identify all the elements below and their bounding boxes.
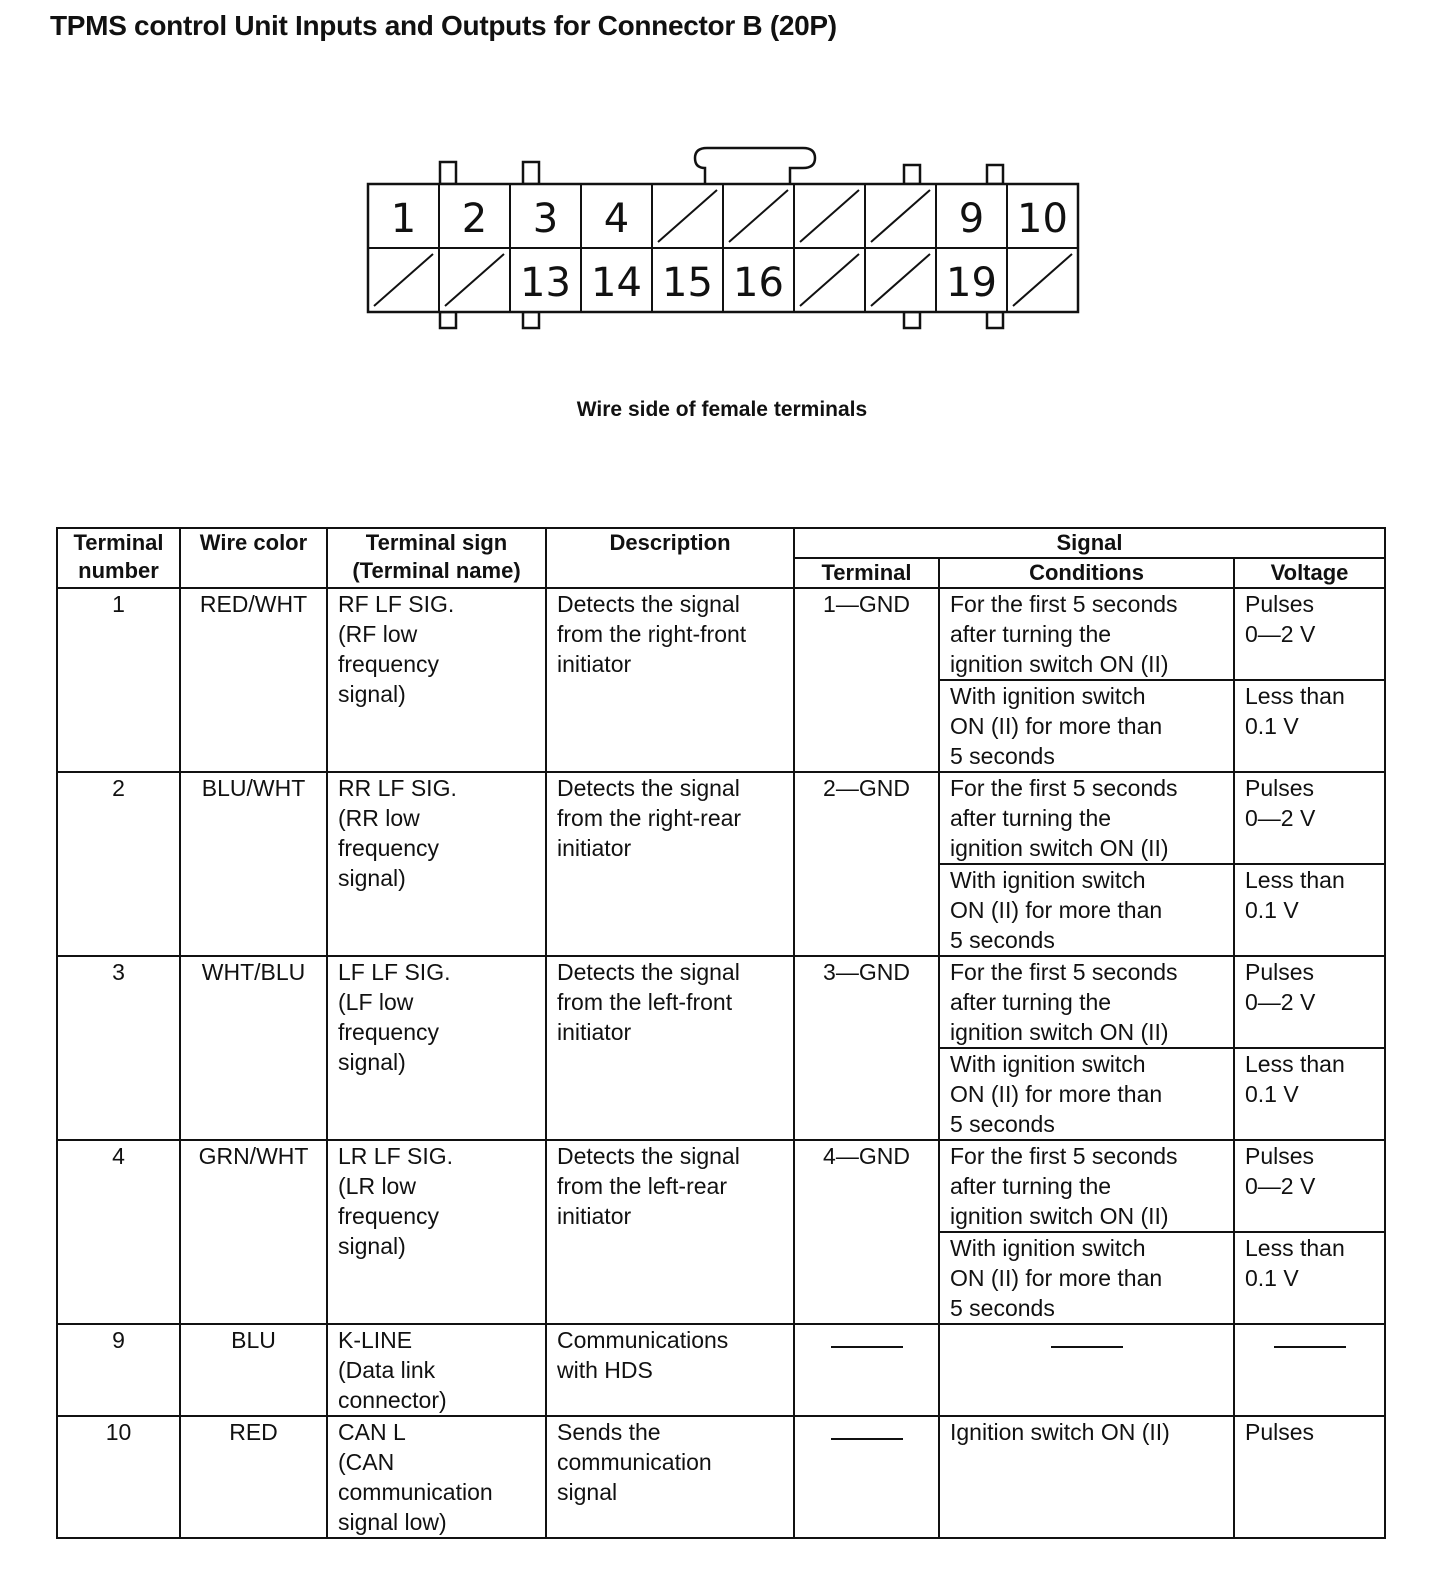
terminal-number-label: 2: [461, 196, 488, 242]
wire-color-cell: RED: [180, 1416, 327, 1538]
wire-color-cell: WHT/BLU: [180, 956, 327, 1140]
terminal-number-label: 3: [532, 196, 559, 242]
condition-cell: With ignition switch ON (II) for more than 5 seconds: [939, 864, 1234, 956]
header-conditions: Conditions: [939, 558, 1234, 588]
voltage-cell: Pulses 0—2 V: [1234, 956, 1385, 1048]
terminal-number-label: 13: [520, 260, 571, 306]
voltage-cell: Less than 0.1 V: [1234, 680, 1385, 772]
wire-color-cell: BLU/WHT: [180, 772, 327, 956]
connector-tab: [987, 312, 1003, 328]
condition-cell: With ignition switch ON (II) for more than 5 seconds: [939, 1232, 1234, 1324]
voltage-cell: Pulses 0—2 V: [1234, 772, 1385, 864]
condition-cell: For the first 5 seconds after turning the ignition switch ON (II): [939, 588, 1234, 680]
terminal-sign-cell: LF LF SIG. (LF low frequency signal): [327, 956, 546, 1140]
table-row: [57, 1140, 1385, 1232]
terminal-sign-cell: LR LF SIG. (LR low frequency signal): [327, 1140, 546, 1324]
wire-color-cell: RED/WHT: [180, 588, 327, 772]
terminal-number-cell: 10: [57, 1416, 180, 1538]
table-row: [57, 956, 1385, 1048]
connector-tab: [987, 165, 1003, 184]
connector-tab: [440, 312, 456, 328]
connector-tab: [904, 165, 920, 184]
signal-terminal-cell: 4—GND: [794, 1140, 939, 1324]
voltage-cell: Pulses 0—2 V: [1234, 1140, 1385, 1232]
signal-terminal-cell: 2—GND: [794, 772, 939, 956]
condition-cell: With ignition switch ON (II) for more than 5 seconds: [939, 1048, 1234, 1140]
em-dash: [831, 1438, 903, 1440]
connector-tab: [904, 312, 920, 328]
terminal-number-cell: 1: [57, 588, 180, 772]
condition-cell: Ignition switch ON (II): [939, 1416, 1234, 1538]
voltage-cell: [1234, 1324, 1385, 1416]
condition-cell: With ignition switch ON (II) for more than 5 seconds: [939, 680, 1234, 772]
condition-cell: For the first 5 seconds after turning the ignition switch ON (II): [939, 772, 1234, 864]
voltage-cell: Pulses 0—2 V: [1234, 588, 1385, 680]
terminal-number-label: 9: [958, 196, 985, 242]
voltage-cell: Pulses: [1234, 1416, 1385, 1538]
io-table: [56, 527, 1386, 1539]
diagram-caption: Wire side of female terminals: [576, 398, 868, 421]
terminal-number-label: 1: [390, 196, 417, 242]
terminal-number-label: 14: [591, 260, 642, 306]
description-cell: Detects the signal from the right-rear initiator: [546, 772, 794, 956]
header-voltage: Voltage: [1234, 558, 1385, 588]
header-signal: Signal: [794, 528, 1385, 558]
terminal-sign-cell: K-LINE (Data link connector): [327, 1324, 546, 1416]
terminal-number-label: 15: [662, 260, 713, 306]
terminal-number-cell: 2: [57, 772, 180, 956]
em-dash: [831, 1346, 903, 1348]
em-dash: [1274, 1346, 1346, 1348]
voltage-cell: Less than 0.1 V: [1234, 1232, 1385, 1324]
em-dash: [1051, 1346, 1123, 1348]
description-cell: Communications with HDS: [546, 1324, 794, 1416]
description-cell: Detects the signal from the left-rear initiator: [546, 1140, 794, 1324]
terminal-number-label: 19: [946, 260, 997, 306]
header-signal-terminal: Terminal: [794, 558, 939, 588]
condition-cell: [939, 1324, 1234, 1416]
description-cell: Detects the signal from the left-front initiator: [546, 956, 794, 1140]
connector-tab: [523, 312, 539, 328]
table-row: [57, 1324, 1385, 1416]
connector-tab: [440, 162, 456, 184]
header-wire-color: Wire color: [180, 528, 327, 588]
table-row: [57, 772, 1385, 864]
terminal-number-label: 16: [733, 260, 784, 306]
table-row: [57, 1416, 1385, 1538]
voltage-cell: Less than 0.1 V: [1234, 864, 1385, 956]
terminal-sign-cell: RF LF SIG. (RF low frequency signal): [327, 588, 546, 772]
terminal-sign-cell: RR LF SIG. (RR low frequency signal): [327, 772, 546, 956]
page-title: TPMS control Unit Inputs and Outputs for Connector B (20P): [50, 10, 837, 41]
signal-terminal-cell: [794, 1324, 939, 1416]
terminal-number-cell: 3: [57, 956, 180, 1140]
header-terminal-number: Terminal number: [57, 528, 180, 588]
signal-terminal-cell: 3—GND: [794, 956, 939, 1140]
condition-cell: For the first 5 seconds after turning the ignition switch ON (II): [939, 1140, 1234, 1232]
connector-diagram: [355, 140, 1095, 340]
signal-terminal-cell: [794, 1416, 939, 1538]
header-terminal-sign: Terminal sign (Terminal name): [327, 528, 546, 588]
wire-color-cell: BLU: [180, 1324, 327, 1416]
signal-terminal-cell: 1—GND: [794, 588, 939, 772]
condition-cell: For the first 5 seconds after turning the ignition switch ON (II): [939, 956, 1234, 1048]
voltage-cell: Less than 0.1 V: [1234, 1048, 1385, 1140]
description-cell: Detects the signal from the right-front initiator: [546, 588, 794, 772]
terminal-sign-cell: CAN L (CAN communication signal low): [327, 1416, 546, 1538]
table-row: [57, 588, 1385, 680]
header-description: Description: [546, 528, 794, 588]
terminal-number-cell: 4: [57, 1140, 180, 1324]
terminal-number-label: 4: [603, 196, 630, 242]
description-cell: Sends the communication signal: [546, 1416, 794, 1538]
connector-latch: [695, 148, 815, 184]
terminal-number-cell: 9: [57, 1324, 180, 1416]
connector-tab: [523, 162, 539, 184]
terminal-number-label: 10: [1017, 196, 1068, 242]
wire-color-cell: GRN/WHT: [180, 1140, 327, 1324]
